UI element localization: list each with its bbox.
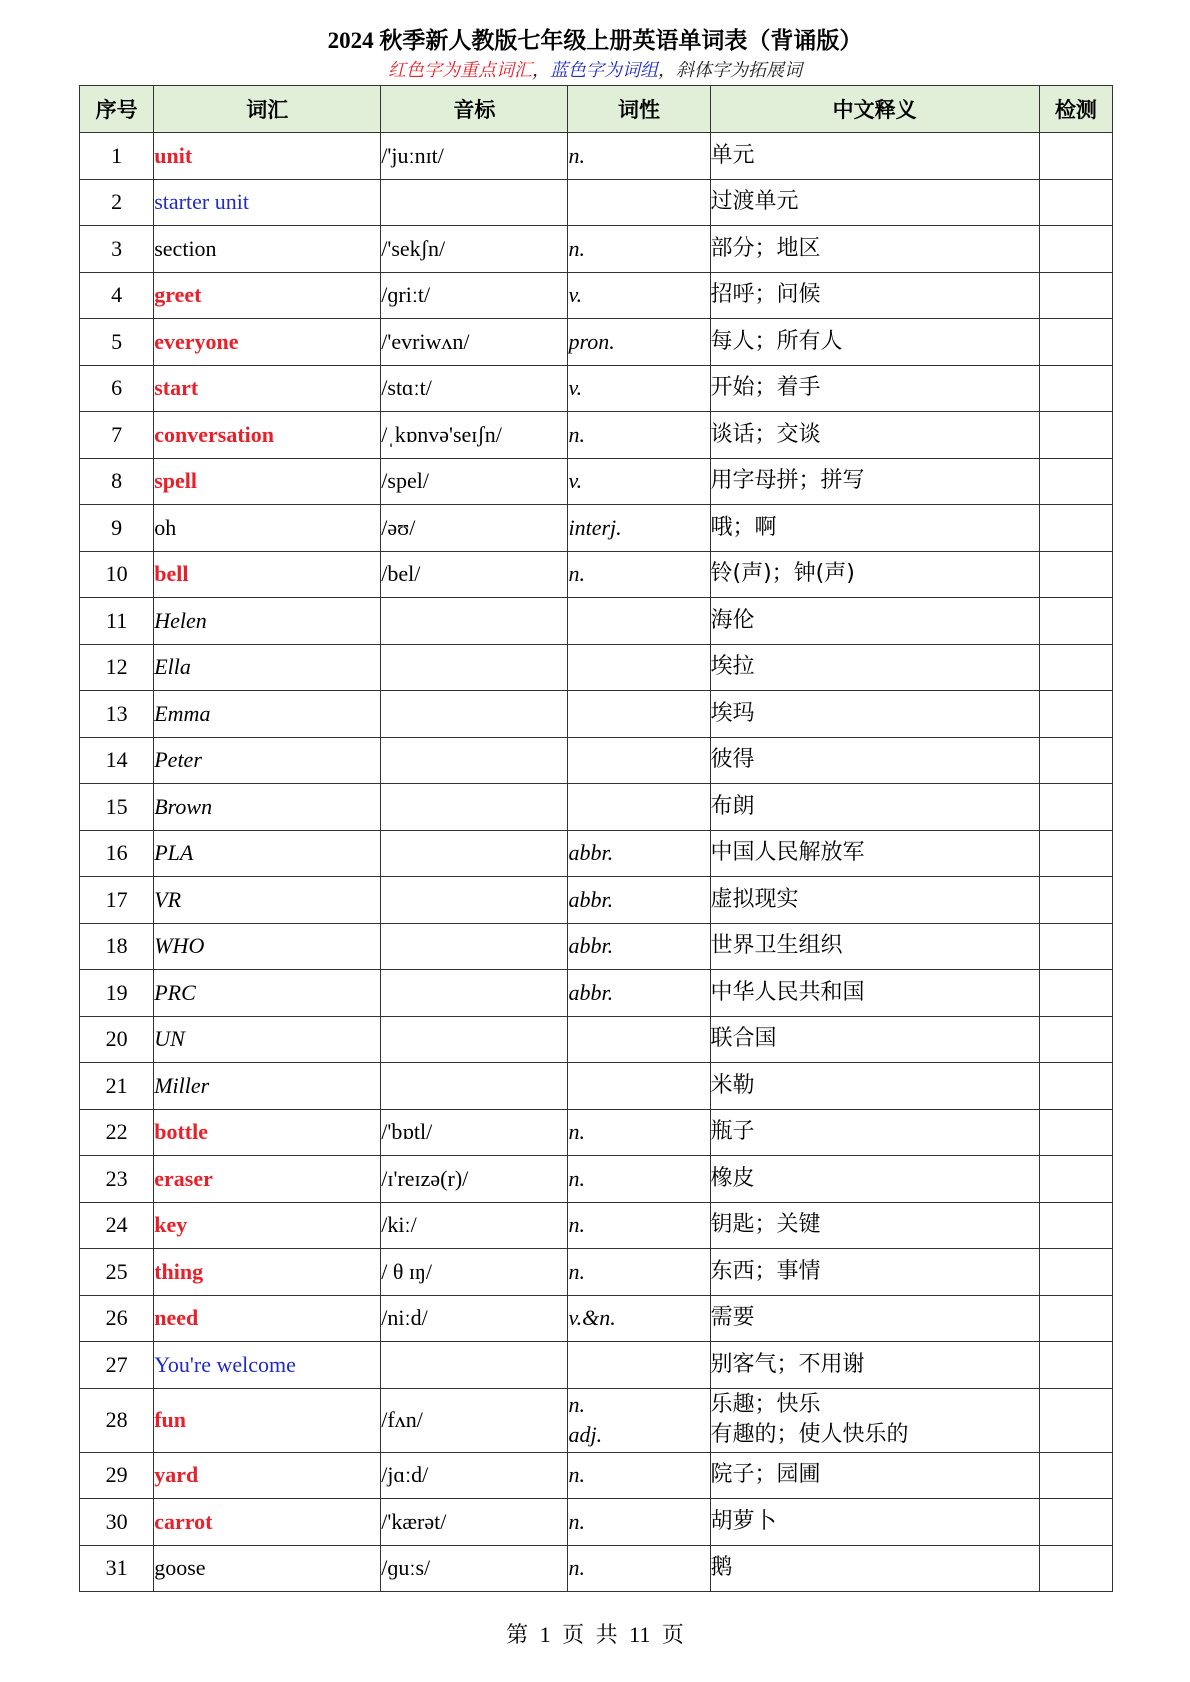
header-phonetic: 音标 — [381, 86, 568, 133]
row-number: 23 — [80, 1156, 154, 1203]
chinese-meaning-line: 院子；园圃 — [710, 1462, 821, 1488]
part-of-speech-line: n. — [568, 561, 585, 587]
vocab-word: Ella — [154, 644, 381, 691]
vocab-word: conversation — [154, 412, 381, 459]
vocab-word: section — [154, 226, 381, 273]
phonetic — [381, 1342, 568, 1389]
vocab-word: fun — [154, 1388, 381, 1452]
table-row — [80, 319, 1113, 366]
row-number: 7 — [80, 412, 154, 459]
table-row — [80, 412, 1113, 459]
part-of-speech-line: adj. — [568, 1422, 603, 1447]
vocab-word: PRC — [154, 970, 381, 1017]
part-of-speech-line: v. — [568, 282, 583, 308]
chinese-meaning-line: 中华人民共和国 — [710, 979, 865, 1005]
chinese-meaning — [710, 877, 1039, 924]
part-of-speech — [568, 1545, 710, 1592]
chinese-meaning — [710, 1388, 1039, 1452]
chinese-meaning-line: 胡萝卜 — [710, 1508, 777, 1534]
chinese-meaning — [710, 1545, 1039, 1592]
part-of-speech — [568, 1295, 710, 1342]
check-cell[interactable] — [1039, 923, 1112, 970]
chinese-meaning — [710, 412, 1039, 459]
vocab-word: greet — [154, 272, 381, 319]
vocab-word: start — [154, 365, 381, 412]
phonetic: /'evriwʌn/ — [381, 319, 568, 366]
table-row — [80, 365, 1113, 412]
table-row — [80, 272, 1113, 319]
legend-extension-words: 斜体字为拓展词 — [676, 60, 802, 80]
header-number: 序号 — [80, 86, 154, 133]
vocab-word: need — [154, 1295, 381, 1342]
part-of-speech-line: n. — [568, 1392, 585, 1417]
chinese-meaning-line: 用字母拼；拼写 — [710, 468, 865, 494]
phonetic: / θ ɪŋ/ — [381, 1249, 568, 1296]
chinese-meaning — [710, 1063, 1039, 1110]
part-of-speech — [568, 877, 710, 924]
row-number: 27 — [80, 1342, 154, 1389]
check-cell[interactable] — [1039, 133, 1112, 180]
vocab-word: carrot — [154, 1499, 381, 1546]
vocab-word: unit — [154, 133, 381, 180]
part-of-speech-line: v. — [568, 468, 583, 494]
part-of-speech-line: n. — [568, 1119, 585, 1145]
part-of-speech — [568, 1063, 710, 1110]
header-part-of-speech: 词性 — [568, 86, 710, 133]
part-of-speech — [568, 1342, 710, 1389]
header-word: 词汇 — [154, 86, 381, 133]
vocab-word: goose — [154, 1545, 381, 1592]
table-row — [80, 784, 1113, 831]
vocab-word: Miller — [154, 1063, 381, 1110]
table-row — [80, 133, 1113, 180]
check-cell[interactable] — [1039, 1063, 1112, 1110]
table-row — [80, 737, 1113, 784]
chinese-meaning-line: 埃拉 — [710, 654, 755, 680]
phonetic — [381, 1063, 568, 1110]
part-of-speech-line: n. — [568, 1165, 585, 1191]
vocab-word: oh — [154, 505, 381, 552]
phonetic: /'kærət/ — [381, 1499, 568, 1546]
phonetic: /ɡriːt/ — [381, 272, 568, 319]
phonetic — [381, 784, 568, 831]
table-row — [80, 458, 1113, 505]
chinese-meaning-line: 米勒 — [710, 1072, 755, 1098]
vocab-word: bell — [154, 551, 381, 598]
row-number: 10 — [80, 551, 154, 598]
check-cell[interactable] — [1039, 1156, 1112, 1203]
table-row — [80, 1388, 1113, 1452]
row-number: 19 — [80, 970, 154, 1017]
part-of-speech-line: n. — [568, 235, 585, 261]
part-of-speech — [568, 644, 710, 691]
row-number: 30 — [80, 1499, 154, 1546]
row-number: 14 — [80, 737, 154, 784]
legend-phrases: 蓝色字为词组 — [550, 60, 658, 80]
table-row — [80, 830, 1113, 877]
phonetic: /ˌkɒnvə'seɪʃn/ — [381, 412, 568, 459]
table-row — [80, 179, 1113, 226]
phonetic: /'juːnɪt/ — [381, 133, 568, 180]
chinese-meaning — [710, 1156, 1039, 1203]
chinese-meaning — [710, 1016, 1039, 1063]
part-of-speech — [568, 179, 710, 226]
table-row — [80, 1156, 1113, 1203]
chinese-meaning — [710, 1109, 1039, 1156]
chinese-meaning — [710, 830, 1039, 877]
check-cell[interactable] — [1039, 412, 1112, 459]
header-check: 检测 — [1039, 86, 1112, 133]
row-number: 3 — [80, 226, 154, 273]
row-number: 29 — [80, 1452, 154, 1499]
chinese-meaning-line: 有趣的；使人快乐的 — [710, 1422, 909, 1447]
vocab-word: Peter — [154, 737, 381, 784]
phonetic: /ɡuːs/ — [381, 1545, 568, 1592]
part-of-speech — [568, 272, 710, 319]
table-row — [80, 1109, 1113, 1156]
chinese-meaning-line: 哦；啊 — [710, 514, 777, 540]
row-number: 28 — [80, 1388, 154, 1452]
phonetic: /bel/ — [381, 551, 568, 598]
vocab-word: VR — [154, 877, 381, 924]
legend-key-words: 红色字为重点词汇 — [388, 60, 532, 80]
check-cell[interactable] — [1039, 644, 1112, 691]
check-cell[interactable] — [1039, 1452, 1112, 1499]
row-number: 21 — [80, 1063, 154, 1110]
chinese-meaning — [710, 551, 1039, 598]
part-of-speech-line: n. — [568, 1258, 585, 1284]
phonetic: /spel/ — [381, 458, 568, 505]
table-row — [80, 691, 1113, 738]
chinese-meaning — [710, 644, 1039, 691]
chinese-meaning-line: 彼得 — [710, 747, 755, 773]
row-number: 12 — [80, 644, 154, 691]
phonetic — [381, 830, 568, 877]
row-number: 5 — [80, 319, 154, 366]
check-cell[interactable] — [1039, 365, 1112, 412]
vocab-word: everyone — [154, 319, 381, 366]
page-title: 2024 秋季新人教版七年级上册英语单词表（背诵版） — [327, 28, 863, 53]
part-of-speech-line: interj. — [568, 514, 622, 540]
chinese-meaning — [710, 1342, 1039, 1389]
chinese-meaning — [710, 598, 1039, 645]
part-of-speech — [568, 1016, 710, 1063]
check-cell[interactable] — [1039, 179, 1112, 226]
chinese-meaning — [710, 133, 1039, 180]
part-of-speech — [568, 737, 710, 784]
check-cell[interactable] — [1039, 226, 1112, 273]
row-number: 26 — [80, 1295, 154, 1342]
chinese-meaning — [710, 1202, 1039, 1249]
table-row — [80, 1202, 1113, 1249]
part-of-speech-line: abbr. — [568, 979, 614, 1005]
chinese-meaning — [710, 179, 1039, 226]
page-footer: 第 1 页 共 11 页 — [506, 1622, 684, 1647]
row-number: 16 — [80, 830, 154, 877]
chinese-meaning-line: 招呼；问候 — [710, 282, 821, 308]
vocab-word: starter unit — [154, 179, 381, 226]
part-of-speech-line: n. — [568, 1555, 585, 1581]
check-cell[interactable] — [1039, 691, 1112, 738]
part-of-speech — [568, 598, 710, 645]
table-row — [80, 505, 1113, 552]
part-of-speech — [568, 319, 710, 366]
vocab-word: key — [154, 1202, 381, 1249]
part-of-speech — [568, 226, 710, 273]
chinese-meaning — [710, 1295, 1039, 1342]
part-of-speech-line: abbr. — [568, 933, 614, 959]
chinese-meaning-line: 开始；着手 — [710, 375, 821, 401]
chinese-meaning — [710, 272, 1039, 319]
chinese-meaning-line: 单元 — [710, 142, 755, 168]
part-of-speech — [568, 1388, 710, 1452]
vocab-word: You're welcome — [154, 1342, 381, 1389]
part-of-speech — [568, 1452, 710, 1499]
row-number: 2 — [80, 179, 154, 226]
part-of-speech — [568, 1109, 710, 1156]
check-cell[interactable] — [1039, 551, 1112, 598]
row-number: 11 — [80, 598, 154, 645]
table-row — [80, 1249, 1113, 1296]
part-of-speech-line: n. — [568, 1462, 585, 1488]
part-of-speech-line: n. — [568, 142, 585, 168]
row-number: 31 — [80, 1545, 154, 1592]
vocab-word: Emma — [154, 691, 381, 738]
table-row — [80, 598, 1113, 645]
check-cell[interactable] — [1039, 830, 1112, 877]
chinese-meaning-line: 钥匙；关键 — [710, 1212, 821, 1238]
chinese-meaning-line: 中国人民解放军 — [710, 840, 865, 866]
row-number: 6 — [80, 365, 154, 412]
part-of-speech — [568, 505, 710, 552]
check-cell[interactable] — [1039, 1249, 1112, 1296]
part-of-speech-line: n. — [568, 1212, 585, 1238]
part-of-speech — [568, 1156, 710, 1203]
check-cell[interactable] — [1039, 1499, 1112, 1546]
part-of-speech — [568, 458, 710, 505]
phonetic — [381, 691, 568, 738]
part-of-speech — [568, 1202, 710, 1249]
check-cell[interactable] — [1039, 1109, 1112, 1156]
part-of-speech — [568, 830, 710, 877]
row-number: 24 — [80, 1202, 154, 1249]
table-row — [80, 970, 1113, 1017]
vocabulary-rows — [80, 133, 1113, 1592]
part-of-speech — [568, 1249, 710, 1296]
part-of-speech-line: n. — [568, 1508, 585, 1534]
row-number: 15 — [80, 784, 154, 831]
part-of-speech — [568, 970, 710, 1017]
chinese-meaning — [710, 505, 1039, 552]
row-number: 13 — [80, 691, 154, 738]
phonetic — [381, 923, 568, 970]
chinese-meaning-line: 世界卫生组织 — [710, 933, 843, 959]
chinese-meaning-line: 需要 — [710, 1305, 755, 1331]
chinese-meaning — [710, 1452, 1039, 1499]
legend-separator: ， — [658, 60, 676, 80]
check-cell[interactable] — [1039, 737, 1112, 784]
row-number: 1 — [80, 133, 154, 180]
table-row — [80, 1545, 1113, 1592]
part-of-speech — [568, 923, 710, 970]
row-number: 25 — [80, 1249, 154, 1296]
legend-subtitle — [0, 56, 1190, 82]
chinese-meaning — [710, 458, 1039, 505]
row-number: 18 — [80, 923, 154, 970]
vocab-word: UN — [154, 1016, 381, 1063]
vocab-word: spell — [154, 458, 381, 505]
chinese-meaning-line: 别客气；不用谢 — [710, 1351, 865, 1377]
part-of-speech — [568, 551, 710, 598]
table-row — [80, 877, 1113, 924]
part-of-speech — [568, 412, 710, 459]
chinese-meaning-line: 过渡单元 — [710, 189, 799, 215]
table-row — [80, 1499, 1113, 1546]
chinese-meaning-line: 瓶子 — [710, 1119, 755, 1145]
check-cell[interactable] — [1039, 1202, 1112, 1249]
table-row — [80, 644, 1113, 691]
chinese-meaning-line: 埃玛 — [710, 700, 755, 726]
phonetic — [381, 1016, 568, 1063]
check-cell[interactable] — [1039, 1545, 1112, 1592]
phonetic — [381, 644, 568, 691]
vocabulary-table — [79, 85, 1113, 1592]
part-of-speech-line: abbr. — [568, 886, 614, 912]
vocab-word: Helen — [154, 598, 381, 645]
phonetic: /fʌn/ — [381, 1388, 568, 1452]
part-of-speech-line: v.&n. — [568, 1305, 616, 1331]
phonetic: /'sekʃn/ — [381, 226, 568, 273]
check-cell[interactable] — [1039, 458, 1112, 505]
phonetic: /jɑːd/ — [381, 1452, 568, 1499]
phonetic: /'bɒtl/ — [381, 1109, 568, 1156]
chinese-meaning — [710, 784, 1039, 831]
check-cell[interactable] — [1039, 970, 1112, 1017]
phonetic — [381, 598, 568, 645]
chinese-meaning-line: 鹅 — [710, 1555, 733, 1581]
part-of-speech — [568, 1499, 710, 1546]
table-row — [80, 1452, 1113, 1499]
part-of-speech-line: n. — [568, 421, 585, 447]
check-cell[interactable] — [1039, 319, 1112, 366]
chinese-meaning — [710, 226, 1039, 273]
phonetic: /stɑːt/ — [381, 365, 568, 412]
check-cell[interactable] — [1039, 1388, 1112, 1452]
chinese-meaning-line: 布朗 — [710, 793, 755, 819]
chinese-meaning-line: 谈话；交谈 — [710, 421, 821, 447]
table-row — [80, 1342, 1113, 1389]
part-of-speech-line: abbr. — [568, 840, 614, 866]
check-cell[interactable] — [1039, 1342, 1112, 1389]
chinese-meaning-line: 橡皮 — [710, 1165, 755, 1191]
chinese-meaning — [710, 365, 1039, 412]
chinese-meaning — [710, 737, 1039, 784]
table-row — [80, 551, 1113, 598]
part-of-speech-line: pron. — [568, 328, 615, 354]
vocab-word: eraser — [154, 1156, 381, 1203]
part-of-speech — [568, 133, 710, 180]
chinese-meaning-line: 每人；所有人 — [710, 328, 843, 354]
phonetic — [381, 179, 568, 226]
legend-separator: ， — [532, 60, 550, 80]
table-row — [80, 1063, 1113, 1110]
phonetic: /əʊ/ — [381, 505, 568, 552]
check-cell[interactable] — [1039, 1016, 1112, 1063]
chinese-meaning-line: 东西；事情 — [710, 1258, 821, 1284]
chinese-meaning — [710, 923, 1039, 970]
chinese-meaning-line: 海伦 — [710, 607, 755, 633]
row-number: 9 — [80, 505, 154, 552]
phonetic — [381, 877, 568, 924]
chinese-meaning — [710, 691, 1039, 738]
table-row — [80, 1295, 1113, 1342]
table-row — [80, 923, 1113, 970]
chinese-meaning — [710, 1499, 1039, 1546]
phonetic: /kiː/ — [381, 1202, 568, 1249]
chinese-meaning-line: 乐趣；快乐 — [710, 1392, 821, 1417]
header-chinese-meaning: 中文释义 — [710, 86, 1039, 133]
chinese-meaning-line: 部分；地区 — [710, 235, 821, 261]
row-number: 22 — [80, 1109, 154, 1156]
check-cell[interactable] — [1039, 505, 1112, 552]
chinese-meaning-line: 虚拟现实 — [710, 886, 799, 912]
check-cell[interactable] — [1039, 598, 1112, 645]
chinese-meaning — [710, 1249, 1039, 1296]
phonetic: /ɪ'reɪzə(r)/ — [381, 1156, 568, 1203]
vocab-word: Brown — [154, 784, 381, 831]
check-cell[interactable] — [1039, 877, 1112, 924]
vocab-word: bottle — [154, 1109, 381, 1156]
part-of-speech — [568, 691, 710, 738]
row-number: 4 — [80, 272, 154, 319]
row-number: 20 — [80, 1016, 154, 1063]
vocab-word: WHO — [154, 923, 381, 970]
check-cell[interactable] — [1039, 784, 1112, 831]
table-row — [80, 1016, 1113, 1063]
part-of-speech — [568, 365, 710, 412]
chinese-meaning — [710, 319, 1039, 366]
part-of-speech-line: v. — [568, 375, 583, 401]
row-number: 8 — [80, 458, 154, 505]
check-cell[interactable] — [1039, 272, 1112, 319]
row-number: 17 — [80, 877, 154, 924]
check-cell[interactable] — [1039, 1295, 1112, 1342]
chinese-meaning-line: 铃(声)；钟(声) — [710, 561, 855, 587]
vocab-word: thing — [154, 1249, 381, 1296]
phonetic: /niːd/ — [381, 1295, 568, 1342]
vocab-word: PLA — [154, 830, 381, 877]
table-row — [80, 226, 1113, 273]
table-header-row — [80, 86, 1113, 133]
phonetic — [381, 970, 568, 1017]
phonetic — [381, 737, 568, 784]
chinese-meaning — [710, 970, 1039, 1017]
part-of-speech — [568, 784, 710, 831]
chinese-meaning-line: 联合国 — [710, 1026, 777, 1052]
vocab-word: yard — [154, 1452, 381, 1499]
